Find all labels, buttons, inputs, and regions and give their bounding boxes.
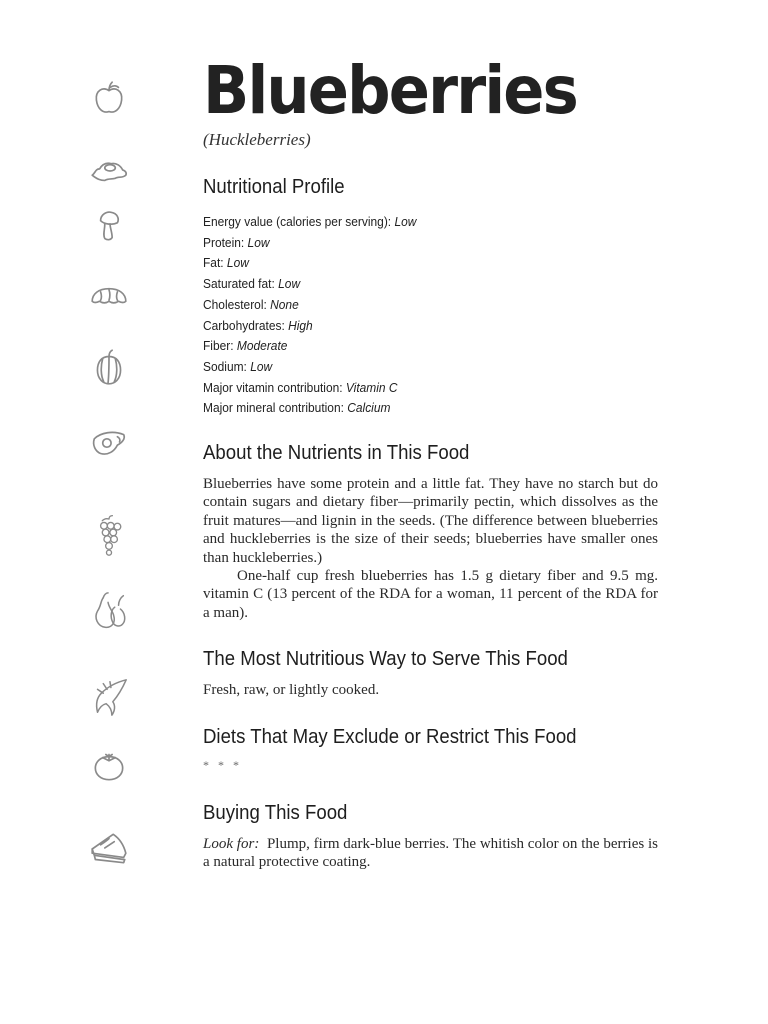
mushroom-icon — [88, 206, 130, 248]
profile-item: Fat: Low — [203, 255, 249, 271]
look-for-label: Look for: — [203, 836, 260, 852]
profile-item: Major vitamin contribution: Vitamin C — [203, 379, 398, 395]
egg-icon — [88, 150, 130, 192]
serve-text: Fresh, raw, or lightly cooked. — [203, 682, 380, 698]
section-heading-buying: Buying This Food — [203, 802, 348, 824]
profile-item: Major mineral contribution: Calcium — [203, 400, 391, 416]
buying-paragraph — [203, 835, 658, 872]
tomato-icon — [88, 744, 130, 786]
profile-item: Saturated fat: Low — [203, 276, 301, 292]
profile-item: Sodium: Low — [203, 358, 273, 374]
pear-icon — [88, 590, 130, 632]
profile-item: Energy value (calories per serving): Low — [203, 214, 417, 229]
apple-icon — [88, 78, 130, 120]
fish-icon — [88, 676, 130, 718]
profile-item: Carbohydrates: High — [203, 317, 313, 333]
profile-item: Fiber: Moderate — [203, 338, 288, 354]
bread-icon — [88, 274, 130, 316]
food-icon-sidebar — [0, 0, 200, 1024]
meat-icon — [88, 422, 130, 464]
section-heading-nutritional-profile: Nutritional Profile — [203, 176, 345, 198]
profile-item: Cholesterol: None — [203, 296, 299, 312]
buying-text: Plump, firm dark-blue berries. The whitish color on the berries is a natural protective coating. — [203, 836, 659, 871]
section-heading-about-nutrients: About the Nutrients in This Food — [203, 442, 470, 464]
nutrients-paragraph-2: One-half cup fresh blueberries has 1.5 g dietary fiber and 9.5 mg. vitamin C (13 percent of the RDA for a woman, 11 percent of the RDA for a man). — [203, 568, 658, 621]
pepper-icon — [88, 346, 130, 388]
profile-item: Protein: Low — [203, 234, 270, 250]
page-title: Blueberries — [203, 52, 577, 129]
pie-icon — [88, 828, 130, 870]
section-heading-diets: Diets That May Exclude or Restrict This Food — [203, 726, 577, 748]
section-heading-serve: The Most Nutritious Way to Serve This Food — [203, 648, 568, 670]
grapes-icon — [88, 514, 130, 556]
page-subtitle: (Huckleberries) — [203, 130, 311, 149]
nutrients-paragraph: Blueberries have some protein and a little fat. They have no starch but do contain sugars and dietary fiber—primarily pectin, which dissolves as the fruit matures—and lignin in the seeds. (The difference between blueberries and huckleberries is the size of their seeds; blueberries have smaller ones than huckleberries.) — [203, 476, 658, 566]
diets-none-marker: * * * — [203, 758, 242, 772]
nutritional-profile-list — [203, 212, 435, 419]
